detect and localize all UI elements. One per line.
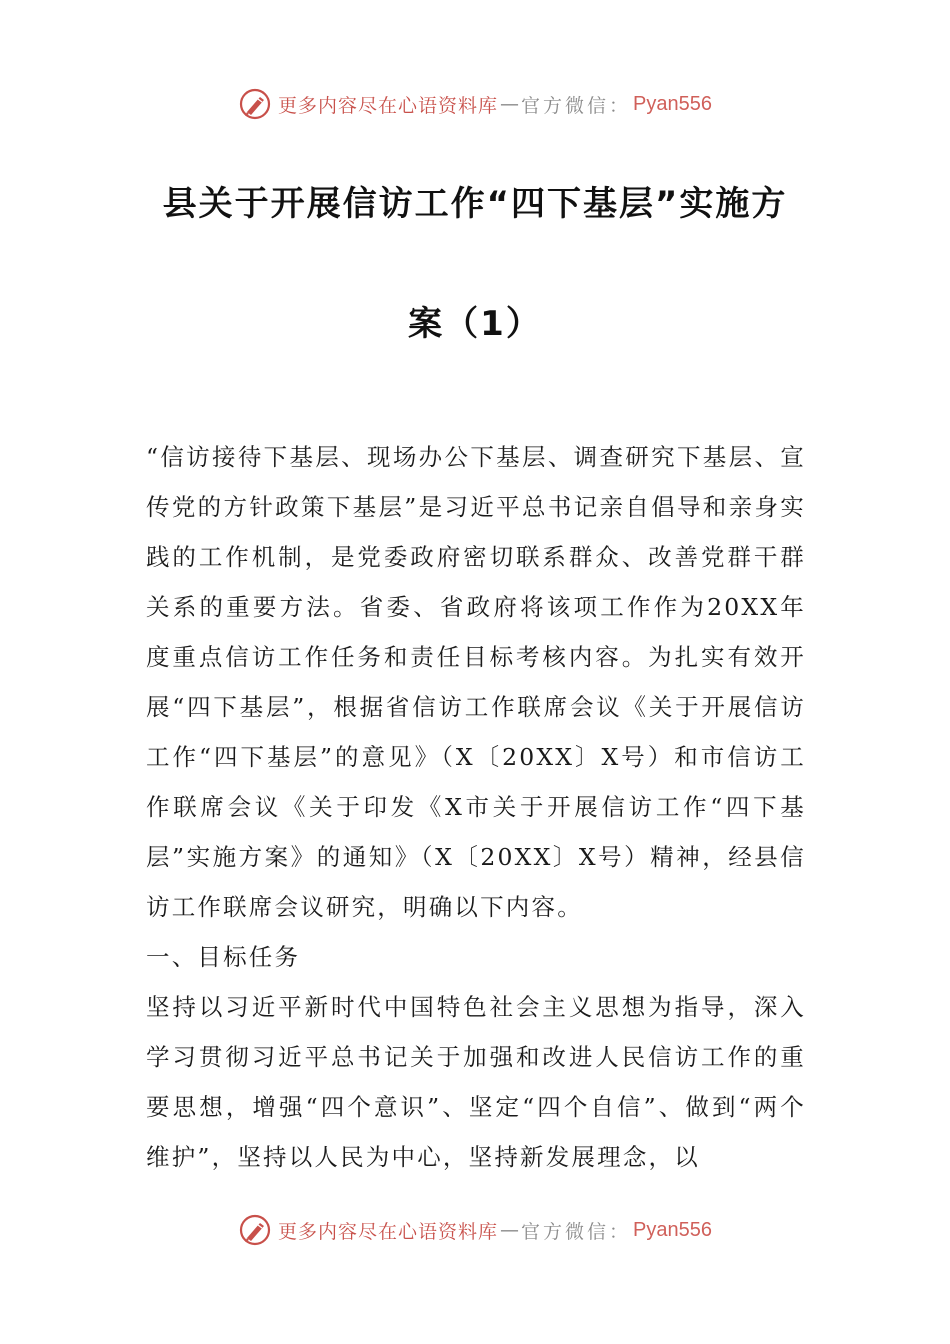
footer-watermark xyxy=(0,1208,950,1252)
header-watermark xyxy=(0,82,950,126)
paragraph-goals: 坚持以习近平新时代中国特色社会主义思想为指导，深入学习贯彻习近平总书记关于加强和改进人民信访工作的重要思想，增强“四个意识”、坚定“四个自信”、做到“两个维护”，坚持以人民为中心，坚持新发展理念，以 xyxy=(146,993,806,1171)
watermark-official-label: 官方微信： xyxy=(521,1220,632,1243)
watermark-wechat-id: Pyan556 xyxy=(633,92,712,115)
watermark-separator: — xyxy=(500,93,520,115)
pen-logo-icon xyxy=(238,87,272,121)
paragraph-intro: “信访接待下基层、现场办公下基层、调查研究下基层、宣传党的方针政策下基层”是习近平总书记亲自倡导和亲身实践的工作机制，是党委政府密切联系群众、改善党群干群关系的重要方法。省委、省政府将该项工作作为20XX年度重点信访工作任务和责任目标考核内容。为扎实有效开展“四下基层”，根据省信访工作联席会议《关于开展信访工作“四下基层”的意见》（X〔20XX〕X号）和市信访工作联席会议《关于印发《X市关于开展信访工作“四下基层”实施方案》的通知》（X〔20XX〕X号）精神，经县信访工作联席会议研究，明确以下内容。 xyxy=(146,443,806,921)
pen-logo-icon xyxy=(238,1213,272,1247)
watermark-site-text: 更多内容尽在心语资料库 xyxy=(278,94,499,117)
watermark-official-label: 官方微信： xyxy=(521,94,632,117)
watermark-separator: — xyxy=(500,1219,520,1241)
section-heading-goals: 一、目标任务 xyxy=(146,943,301,971)
document-title-line-1: 县关于开展信访工作“四下基层”实施方 xyxy=(162,184,788,224)
document-body xyxy=(146,432,806,1182)
document-title-line-2: 案（1） xyxy=(408,304,542,344)
watermark-site-text: 更多内容尽在心语资料库 xyxy=(278,1220,499,1243)
watermark-wechat-id: Pyan556 xyxy=(633,1218,712,1241)
